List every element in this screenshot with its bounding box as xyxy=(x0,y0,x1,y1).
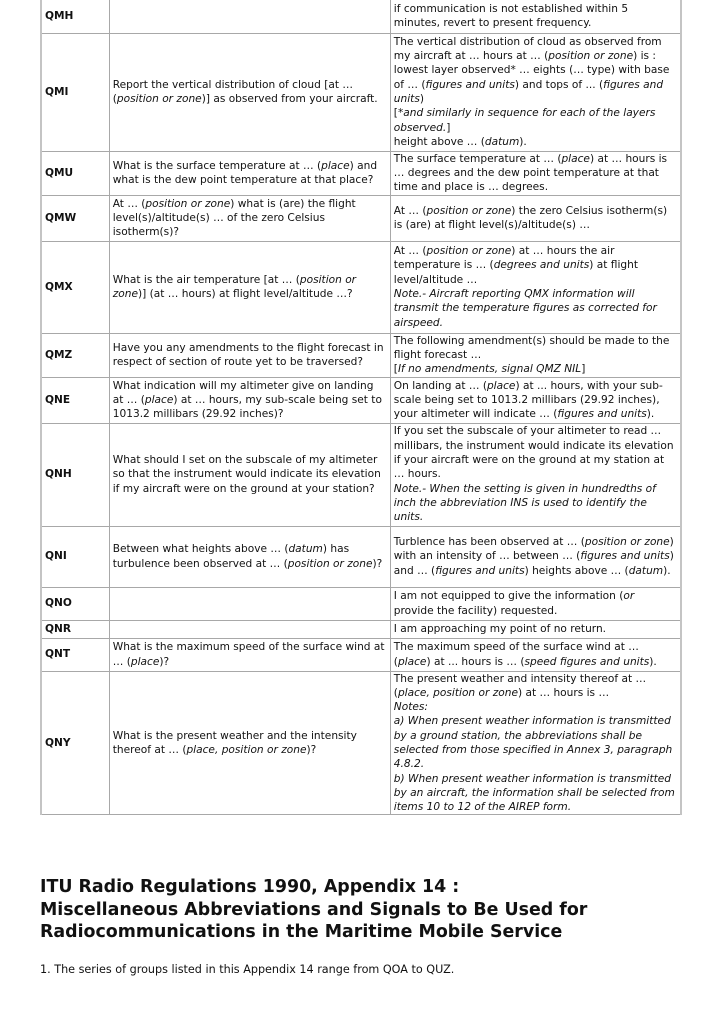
text-segment: On landing at … ( xyxy=(393,379,487,392)
question-cell xyxy=(109,0,390,33)
answer-cell xyxy=(390,33,681,151)
text-segment: I am approaching my point of no return. xyxy=(393,622,607,635)
text-segment: speed figures and units xyxy=(524,655,650,668)
q-code: QMI xyxy=(41,33,109,151)
text-segment: ). xyxy=(663,564,671,577)
text-segment: degrees and units xyxy=(493,259,590,272)
text-segment: If you set the subscale of your altimeter to read … millibars, the instrument would indicate its elevation if your aircraft were on the ground at my station at … hours. xyxy=(393,425,674,481)
text-segment: ) with an intensity of … between … ( xyxy=(393,536,674,563)
cell-paragraph xyxy=(394,135,677,149)
cell-paragraph xyxy=(394,362,677,376)
cell-paragraph xyxy=(394,772,677,815)
cell-paragraph xyxy=(113,640,387,669)
table-row xyxy=(41,587,681,620)
appendix-note: 1. The series of groups listed in this Appendix 14 range from QOA to QUZ. xyxy=(40,963,455,976)
text-segment: The maximum speed of the surface wind at … ( xyxy=(393,641,639,668)
q-code: QNI xyxy=(41,526,109,587)
text-segment: )? xyxy=(159,655,170,668)
question-cell xyxy=(109,671,390,815)
question-cell xyxy=(109,151,390,195)
text-segment: The following amendment(s) should be made to the flight forecast … xyxy=(393,334,670,361)
text-segment: ) and what is the dew point temperature at that place? xyxy=(112,159,378,186)
q-code: QNE xyxy=(41,377,109,423)
section-heading xyxy=(40,876,690,944)
table-row xyxy=(41,33,681,151)
text-segment: ) and … ( xyxy=(393,550,674,577)
q-code-table-body xyxy=(41,0,681,815)
table-row xyxy=(41,241,681,333)
text-segment: ) at … hours the air temperature is … ( xyxy=(393,245,615,272)
cell-paragraph xyxy=(394,204,677,233)
text-segment: )] as observed from your aircraft. xyxy=(201,93,378,105)
text-segment: What is the present weather and the intensity thereof at … ( xyxy=(112,729,357,756)
text-segment: figures and units xyxy=(425,78,515,91)
cell-paragraph xyxy=(113,78,387,107)
text-segment: ) the zero Celsius isotherm(s) is (are) at flight level(s)/altitude(s) … xyxy=(393,204,668,231)
text-segment: If no amendments, signal QMZ NIL xyxy=(397,363,582,376)
q-code: QNT xyxy=(41,638,109,671)
cell-paragraph xyxy=(394,379,677,422)
text-segment: figures and units xyxy=(557,408,647,421)
text-segment: The present weather and intensity thereof at … ( xyxy=(393,672,647,699)
cell-paragraph xyxy=(394,244,677,287)
answer-cell xyxy=(390,423,681,526)
text-segment: The vertical distribution of cloud as observed from my aircraft at … hours at … ( xyxy=(393,35,662,63)
text-segment: figures and units xyxy=(435,564,525,577)
cell-paragraph xyxy=(113,453,387,496)
text-segment: At … ( xyxy=(393,204,427,217)
answer-cell xyxy=(390,587,681,620)
text-segment: ) has turbulence been observed at … ( xyxy=(112,543,350,570)
text-segment: [ xyxy=(393,363,398,376)
section-heading-line-1: ITU Radio Regulations 1990, Appendix 14 : xyxy=(40,877,460,897)
q-code: QNH xyxy=(41,423,109,526)
q-code: QNY xyxy=(41,671,109,815)
table-row xyxy=(41,333,681,377)
text-segment: provide the facility) requested. xyxy=(393,604,558,617)
cell-paragraph xyxy=(113,273,387,302)
answer-cell xyxy=(390,195,681,241)
text-segment: The surface temperature at … ( xyxy=(393,152,562,165)
answer-cell xyxy=(390,0,681,33)
section-heading-line-3: Radiocommunications in the Maritime Mobile Service xyxy=(40,922,563,942)
text-segment: I am not equipped to give the information ( xyxy=(393,590,624,603)
question-cell xyxy=(109,195,390,241)
text-segment: height above … ( xyxy=(393,135,485,148)
q-code: QMX xyxy=(41,241,109,333)
text-segment: a) When present weather information is transmitted by a ground station, the abbreviations shall be selected from those specified in Annex 3, paragraph 4.8.2. xyxy=(393,715,673,771)
cell-paragraph xyxy=(394,589,677,618)
text-segment: *and similarly in sequence for each of the layers observed. xyxy=(393,107,656,134)
answer-cell xyxy=(390,671,681,815)
q-code: QMZ xyxy=(41,333,109,377)
text-segment: Between what heights above … ( xyxy=(112,543,289,556)
question-cell xyxy=(109,526,390,587)
text-segment: place xyxy=(144,393,174,406)
q-code: QMU xyxy=(41,151,109,195)
text-segment: ) at … hours, my sub-scale being set to 1013.2 millibars (29.92 inches)? xyxy=(112,393,382,421)
text-segment: ) what is (are) the flight level(s)/altitude(s) … of the zero Celsius isotherm(s)? xyxy=(112,197,356,239)
text-segment: What is the maximum speed of the surface wind at … ( xyxy=(112,641,385,668)
table-row xyxy=(41,0,681,33)
text-segment: position or zone xyxy=(112,273,357,300)
text-segment: position or zone xyxy=(548,50,634,63)
question-cell xyxy=(109,241,390,333)
text-segment: Have you any amendments to the flight forecast in respect of section of route yet to be traversed? xyxy=(112,341,384,368)
question-cell xyxy=(109,333,390,377)
text-segment: place xyxy=(397,655,427,668)
cell-paragraph xyxy=(394,424,677,481)
text-segment: What is the surface temperature at … ( xyxy=(112,159,322,172)
cell-paragraph xyxy=(394,672,677,701)
cell-paragraph xyxy=(113,542,387,571)
text-segment: ) at flight level/altitude … xyxy=(393,259,639,286)
text-segment: datum xyxy=(484,135,520,148)
section-heading-line-2: Miscellaneous Abbreviations and Signals to Be Used for xyxy=(40,899,588,920)
q-code: QMW xyxy=(41,195,109,241)
cell-paragraph xyxy=(394,334,677,363)
text-segment: position or zone xyxy=(116,93,202,105)
q-code: QNR xyxy=(41,620,109,638)
answer-cell xyxy=(390,620,681,638)
text-segment: What indication will my altimeter give on landing at … ( xyxy=(112,379,374,406)
answer-cell xyxy=(390,526,681,587)
table-row xyxy=(41,671,681,815)
text-segment: b) When present weather information is transmitted by an aircraft, the information shall be selected from items 10 to 12 of the AIREP form. xyxy=(393,772,675,814)
text-segment: ) xyxy=(419,93,424,105)
question-cell xyxy=(109,620,390,638)
table-row xyxy=(41,526,681,587)
q-code-table xyxy=(40,0,682,815)
table-row xyxy=(41,620,681,638)
text-segment: position or zone xyxy=(145,197,231,210)
text-segment: ). xyxy=(649,655,657,668)
text-segment: At … ( xyxy=(393,245,427,258)
cell-paragraph xyxy=(394,640,677,669)
text-segment: Notes: xyxy=(393,701,428,714)
cell-paragraph xyxy=(394,535,677,578)
answer-cell xyxy=(390,377,681,423)
text-segment: Note.- Aircraft reporting QMX information will transmit the temperature figures as corrected for airspeed. xyxy=(393,288,657,329)
question-cell xyxy=(109,587,390,620)
question-cell xyxy=(109,638,390,671)
table-row xyxy=(41,377,681,423)
text-segment: datum xyxy=(288,543,323,556)
cell-paragraph xyxy=(113,341,387,370)
text-segment: ) is : lowest layer observed* … eights (… type) with base of … ( xyxy=(393,50,670,91)
cell-paragraph xyxy=(394,482,677,525)
cell-paragraph xyxy=(394,152,677,195)
text-segment: position or zone xyxy=(426,204,512,217)
text-segment: place xyxy=(561,152,590,165)
cell-paragraph xyxy=(113,197,387,240)
answer-cell xyxy=(390,333,681,377)
text-segment: place xyxy=(321,159,350,172)
table-row xyxy=(41,423,681,526)
text-segment: figures and units xyxy=(580,550,670,563)
text-segment: datum xyxy=(628,564,664,577)
text-segment: Report the vertical distribution of cloud [at … ( xyxy=(112,78,353,105)
answer-cell xyxy=(390,241,681,333)
cell-paragraph xyxy=(394,2,677,31)
document-page xyxy=(40,0,682,815)
cell-paragraph xyxy=(394,700,677,714)
text-segment: )] (at … hours) at flight level/altitude …? xyxy=(138,288,353,300)
cell-paragraph xyxy=(394,287,677,330)
answer-cell xyxy=(390,638,681,671)
text-segment: What is the air temperature [at … ( xyxy=(112,273,300,286)
text-segment: ). xyxy=(646,408,655,421)
text-segment: place, position or zone xyxy=(397,686,518,699)
text-segment: ). xyxy=(519,135,527,148)
cell-paragraph xyxy=(394,35,677,106)
question-cell xyxy=(109,423,390,526)
text-segment: )? xyxy=(306,743,317,756)
text-segment: ) at … hours is … degrees and the dew point temperature at that time and place is … degrees. xyxy=(393,152,668,194)
text-segment: ) at ... hours, with your sub-scale being set to 1013.2 millibars (29.92 inches), your altimeter will indicate … ( xyxy=(393,379,663,421)
text-segment: ] xyxy=(446,121,451,134)
cell-paragraph xyxy=(394,622,677,636)
question-cell xyxy=(109,377,390,423)
text-segment: ) and tops of ... ( xyxy=(514,78,604,91)
text-segment: place xyxy=(130,655,160,668)
text-segment: place xyxy=(486,379,516,392)
text-segment: What should I set on the subscale of my altimeter so that the instrument would indicate its elevation if my aircraft were on the ground at your station? xyxy=(112,454,381,495)
text-segment: Note.- When the setting is given in hundredths of inch the abbreviation INS is used to identify the units. xyxy=(393,482,656,524)
table-row xyxy=(41,151,681,195)
q-code: QMH xyxy=(41,0,109,33)
q-code: QNO xyxy=(41,587,109,620)
text-segment: Turblence has been observed at … ( xyxy=(393,536,585,549)
text-segment: position or zone xyxy=(426,245,512,258)
text-segment: figures and units xyxy=(393,78,664,105)
text-segment: place, position or zone xyxy=(186,743,307,756)
cell-paragraph xyxy=(113,729,387,758)
question-cell xyxy=(109,33,390,151)
cell-paragraph xyxy=(394,714,677,771)
text-segment: if communication is not established within 5 minutes, revert to present frequency. xyxy=(393,2,629,30)
text-segment: )? xyxy=(372,557,383,570)
cell-paragraph xyxy=(113,379,387,422)
cell-paragraph xyxy=(394,106,677,135)
text-segment: At … ( xyxy=(112,197,146,210)
cell-paragraph xyxy=(113,159,387,188)
text-segment: ) at … hours is … xyxy=(517,686,610,699)
table-row xyxy=(41,195,681,241)
text-segment: ) heights above … ( xyxy=(524,564,629,577)
text-segment: or xyxy=(623,590,635,603)
text-segment: position or zone xyxy=(584,536,670,549)
answer-cell xyxy=(390,151,681,195)
text-segment: [ xyxy=(393,107,398,120)
text-segment: ] xyxy=(581,363,586,376)
table-row xyxy=(41,638,681,671)
text-segment: ) at ... hours is … ( xyxy=(426,655,525,668)
text-segment: position or zone xyxy=(287,557,373,570)
